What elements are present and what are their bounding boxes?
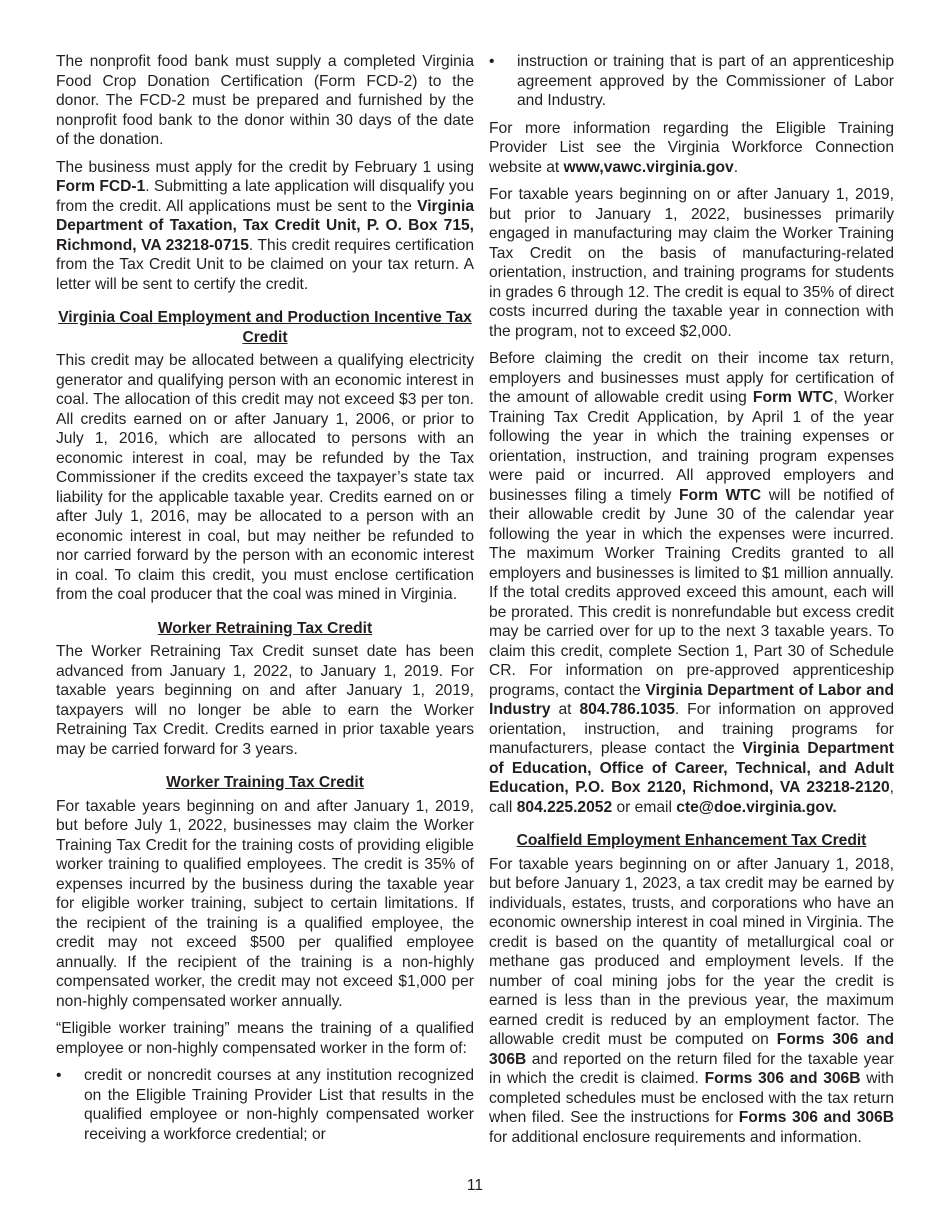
bullet-icon: •	[489, 53, 495, 70]
eligible-training-definition: “Eligible worker training” means the training of a qualified employee or non-highly compensated worker in the form of:	[56, 1020, 474, 1057]
bullet-icon: •	[56, 1067, 62, 1084]
worker-training-heading: Worker Training Tax Credit	[166, 774, 364, 791]
text-run: . This credit requires certification from the Tax Credit Unit to be claimed on your tax return. A letter will be sent to certify the credit.	[56, 236, 474, 293]
fcd1-application-paragraph	[56, 158, 474, 295]
text-run: . For information on approved orientation, instruction, and training programs for manufacturers, please contact the	[489, 701, 895, 757]
page-number: 11	[466, 1177, 484, 1194]
vawc-website-link[interactable]: www,vawc.virginia.gov	[563, 158, 734, 176]
text-run: For more information regarding the Eligible Training Provider List see the Virginia Workforce Connection website at	[489, 119, 894, 176]
list-item-text: instruction or training that is part of an apprenticeship agreement approved by the Commissioner of Labor and Industry.	[517, 53, 894, 109]
form-wtc-ref: Form WTC	[752, 389, 834, 406]
list-item	[56, 1066, 474, 1144]
forms-306-ref: Forms 306 and 306B	[738, 1109, 894, 1126]
text-run: with completed schedules must be enclosed with the tax return when filed. See the instructions for	[489, 1070, 894, 1126]
text-run: , Worker Training Tax Credit Application, by April 1 of the year following the year in which the training expenses or orientation, instruction, and training program expenses were paid or incurred. All approved employers and businesses filing a timely	[489, 389, 894, 504]
text-run: For taxable years beginning on or after January 1, 2018, but before January 1, 2023, a tax credit may be earned by individuals, estates, trusts, and corporations who have an economic ownership interest in coal mined in Virginia. The credit is based on the quantity of metallurgical coal or methane gas produced and employment levels. If the number of coal mining jobs for the year the credit is earned is less than in the previous year, the maximum earned credit is reduced by an employment factor. The allowable credit must be computed on	[489, 855, 894, 1048]
text-run: and reported on the return filed for the taxable year in which the credit is claimed.	[489, 1050, 894, 1087]
claim-credit-paragraph	[489, 349, 894, 817]
worker-retraining-paragraph: The Worker Retraining Tax Credit sunset date has been advanced from January 1, 2022, to January 1, 2019. For taxable years beginning on and after January 1, 2019, taxpayers will no longer be able to earn the Worker Retraining Tax Credit. Credits earned in prior taxable years may be carried forward for 3 years.	[56, 643, 474, 758]
forms-306-ref: Forms 306 and 306B	[704, 1070, 861, 1087]
text-run: .	[733, 158, 739, 176]
etpl-paragraph	[489, 119, 894, 178]
text-run: , call	[489, 779, 894, 816]
dept-education-phone: 804.225.2052	[516, 798, 613, 816]
text-run: The business must apply for the credit by February 1 using	[56, 158, 474, 176]
dept-labor-industry: Virginia Department of Labor and Industry	[489, 681, 894, 718]
list-item-text: credit or noncredit courses at any institution recognized on the Eligible Training Provider List that results in the qualified employee or non-highly compensated worker receiving a workforce credential; or	[84, 1067, 474, 1143]
food-bank-paragraph: The nonprofit food bank must supply a completed Virginia Food Crop Donation Certification (Form FCD-2) to the donor. The FCD-2 must be prepared and furnished by the nonprofit food bank to the donor within 30 days of the date of the donation.	[56, 53, 474, 148]
coal-employment-paragraph: This credit may be allocated between a qualifying electricity generator and qualifying person with an economic interest in coal. The allocation of this credit may not exceed $3 per ton. All credits earned on or after January 1, 2006, or prior to July 1, 2016, which are allocated to persons with an economic interest in coal, may be refunded by the Tax Commissioner if the credits exceed the taxpayer’s state tax liability for the applicable taxable year. Credits earned on or after July 1, 2016, may be allocated to a person with an economic interest in coal, but may neither be refunded to nor carried forward by the person with an economic interest in coal. To claim this credit, you must enclose certification from the coal producer that the coal was mined in Virginia.	[56, 352, 474, 603]
dept-education-address: Virginia Department of Education, Office of Career, Technical, and Adult Education, P.O. Box 2120, Richmond, VA 23218-2120	[489, 740, 894, 796]
worker-retraining-heading: Worker Retraining Tax Credit	[157, 619, 373, 637]
form-fcd1-ref: Form FCD-1	[56, 178, 146, 195]
text-run: Before claiming the credit on their income tax return, employers and businesses must apply for certification of the amount of allowable credit using	[489, 350, 894, 406]
worker-training-paragraph: For taxable years beginning on and after January 1, 2019, but before July 1, 2022, businesses may claim the Worker Training Tax Credit for the training costs of providing eligible worker training to qualified employees. The credit is 35% of expenses incurred by the business during the taxable year for eligible worker training, subject to certain limitations. If the recipient of the training is a qualified employee, the credit may not exceed $500 per qualified employee annually. If the recipient of the training is a non-highly compensated worker, the credit may not exceed $1,000 per non-highly compensated worker annually.	[56, 797, 474, 1010]
coalfield-employment-heading: Coalfield Employment Enhancement Tax Credit	[516, 832, 867, 849]
text-run: for additional enclosure requirements and information.	[489, 1128, 862, 1146]
text-run: will be notified of their allowable credit by June 30 of the calendar year following the year in which the expenses were incurred. The maximum Worker Training Credits granted to all employers and businesses is limited to $1 million annually. If the total credits approved exceed this amount, each will be prorated. This credit is nonrefundable but excess credit may be carried over for up to the next 3 taxable years. To claim this credit, complete Section 1, Part 30 of Schedule CR. For information on pre-approved apprenticeship programs, contact the	[489, 486, 895, 699]
text-run: . Submitting a late application will disqualify you from the credit. All applications must be sent to the	[56, 178, 474, 215]
list-item	[489, 52, 894, 111]
text-run: at	[550, 701, 580, 718]
tax-credit-unit-address: Virginia Department of Taxation, Tax Credit Unit, P. O. Box 715, Richmond, VA 23218-0715	[56, 197, 474, 254]
right-column	[489, 52, 894, 1155]
cte-email-link[interactable]: cte@doe.virginia.gov.	[676, 798, 837, 816]
coalfield-paragraph	[489, 855, 894, 1148]
form-wtc-ref: Form WTC	[679, 486, 762, 504]
text-run: or email	[612, 798, 677, 816]
left-column	[56, 52, 474, 1152]
dept-labor-phone: 804.786.1035	[579, 701, 675, 718]
manufacturing-paragraph: For taxable years beginning on or after January 1, 2019, but prior to January 1, 2022, businesses primarily engaged in manufacturing may claim the Worker Training Tax Credit on the basis of manufacturing-related orientation, instruction, and training programs for students in grades 6 through 12. The credit is equal to 35% of direct costs incurred during the taxable year in connection with the program, not to exceed $2,000.	[489, 186, 894, 340]
coal-employment-heading: Virginia Coal Employment and Production Incentive Tax Credit	[58, 309, 472, 346]
forms-306-ref: Forms 306 and 306B	[489, 1031, 895, 1068]
